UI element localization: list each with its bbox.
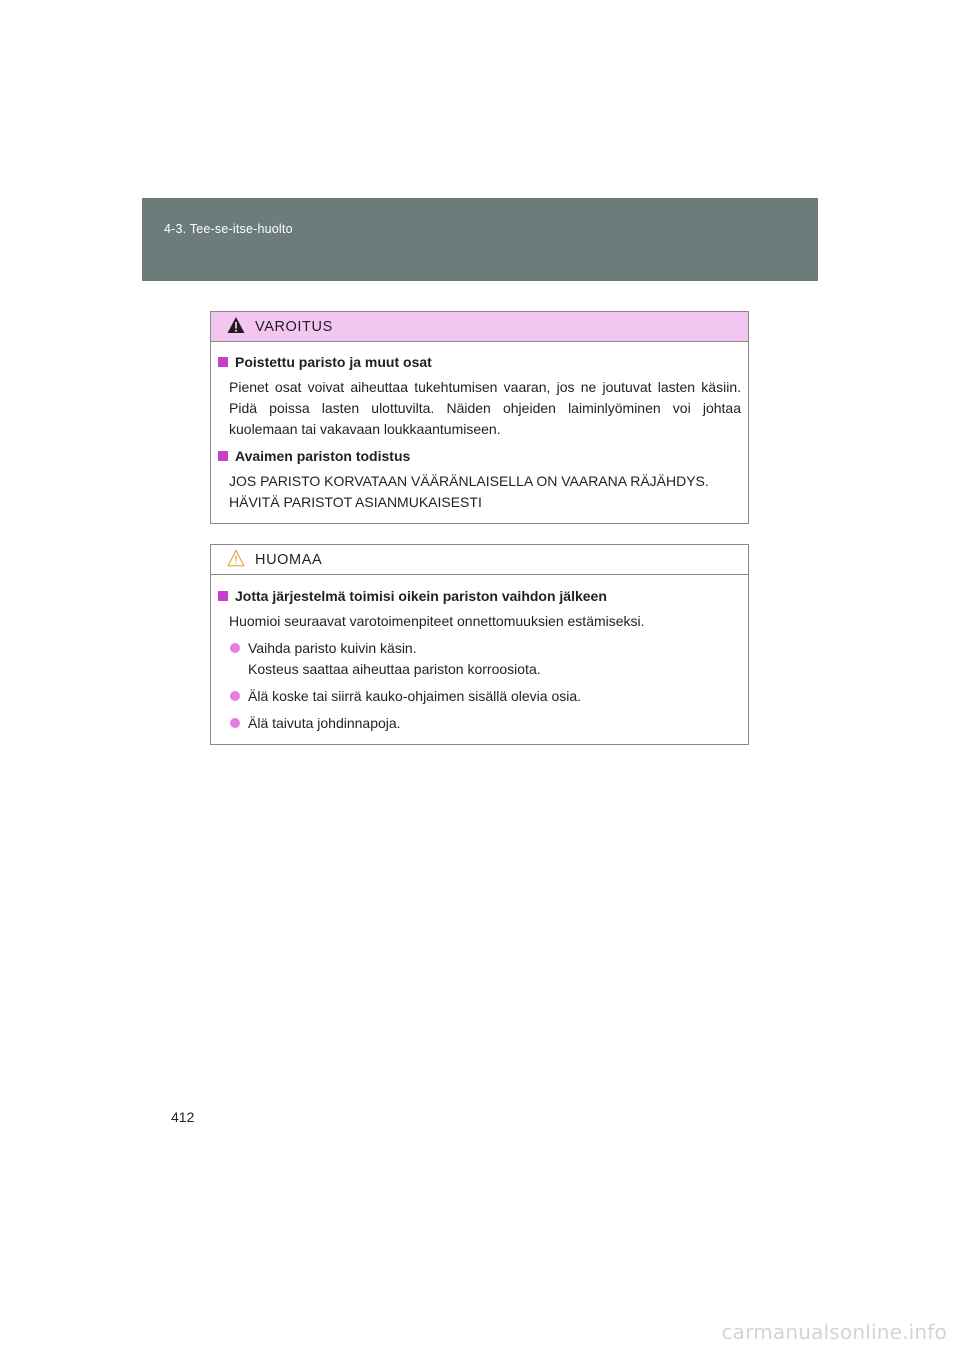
square-bullet-icon bbox=[218, 451, 228, 461]
notice-box bbox=[210, 544, 749, 745]
list-item bbox=[218, 638, 741, 680]
square-bullet-icon bbox=[218, 357, 228, 367]
warning-text-line: HÄVITÄ PARISTOT ASIANMUKAISESTI bbox=[229, 494, 482, 510]
notice-header bbox=[211, 545, 748, 575]
section-title: 4-3. Tee-se-itse-huolto bbox=[164, 222, 293, 236]
warning-text-line: JOS PARISTO KORVATAAN VÄÄRÄNLAISELLA ON VAARANA RÄJÄHDYS. bbox=[229, 473, 709, 489]
list-item-text: Älä koske tai siirrä kauko-ohjaimen sisällä olevia osia. bbox=[248, 688, 582, 704]
round-bullet-icon bbox=[230, 643, 240, 653]
section-header-band bbox=[142, 198, 818, 281]
round-bullet-icon bbox=[230, 691, 240, 701]
list-item-subtext: Kosteus saattaa aiheuttaa pariston korroosiota. bbox=[248, 661, 541, 677]
list-item-text: Älä taivuta johdinnapoja. bbox=[248, 715, 401, 731]
warning-section-text: Pienet osat voivat aiheuttaa tukehtumisen vaaran, jos ne joutuvat lasten käsiin. Pidä poissa lasten ulottuvilta. Näiden ohjeiden laiminlyöminen voi johtaa kuolemaan tai vakavaan loukkaantumiseen. bbox=[229, 379, 741, 437]
list-item-text: Vaihda paristo kuivin käsin. bbox=[248, 640, 417, 656]
warning-label: VAROITUS bbox=[255, 319, 333, 335]
caution-triangle-outline-icon bbox=[227, 549, 245, 567]
round-bullet-icon bbox=[230, 718, 240, 728]
notice-intro: Huomioi seuraavat varotoimenpiteet onnettomuuksien estämiseksi. bbox=[229, 613, 645, 629]
notice-body bbox=[211, 575, 748, 734]
warning-body bbox=[211, 342, 748, 513]
notice-label: HUOMAA bbox=[255, 552, 323, 568]
warning-section-title-text: Poistettu paristo ja muut osat bbox=[235, 354, 432, 370]
warning-section-title bbox=[218, 446, 741, 466]
list-item bbox=[218, 713, 741, 734]
warning-section-title-text: Avaimen pariston todistus bbox=[235, 448, 411, 464]
watermark: carmanualsonline.info bbox=[721, 1320, 947, 1344]
notice-section-title bbox=[218, 586, 741, 606]
notice-section-title-text: Jotta järjestelmä toimisi oikein pariston vaihdon jälkeen bbox=[235, 588, 607, 604]
warning-triangle-filled-icon bbox=[227, 316, 245, 334]
list-item bbox=[218, 686, 741, 707]
page-number: 412 bbox=[171, 1109, 195, 1125]
warning-section-title bbox=[218, 352, 741, 372]
warning-section-text bbox=[218, 471, 741, 513]
warning-box bbox=[210, 311, 749, 524]
square-bullet-icon bbox=[218, 591, 228, 601]
warning-header bbox=[211, 312, 748, 342]
